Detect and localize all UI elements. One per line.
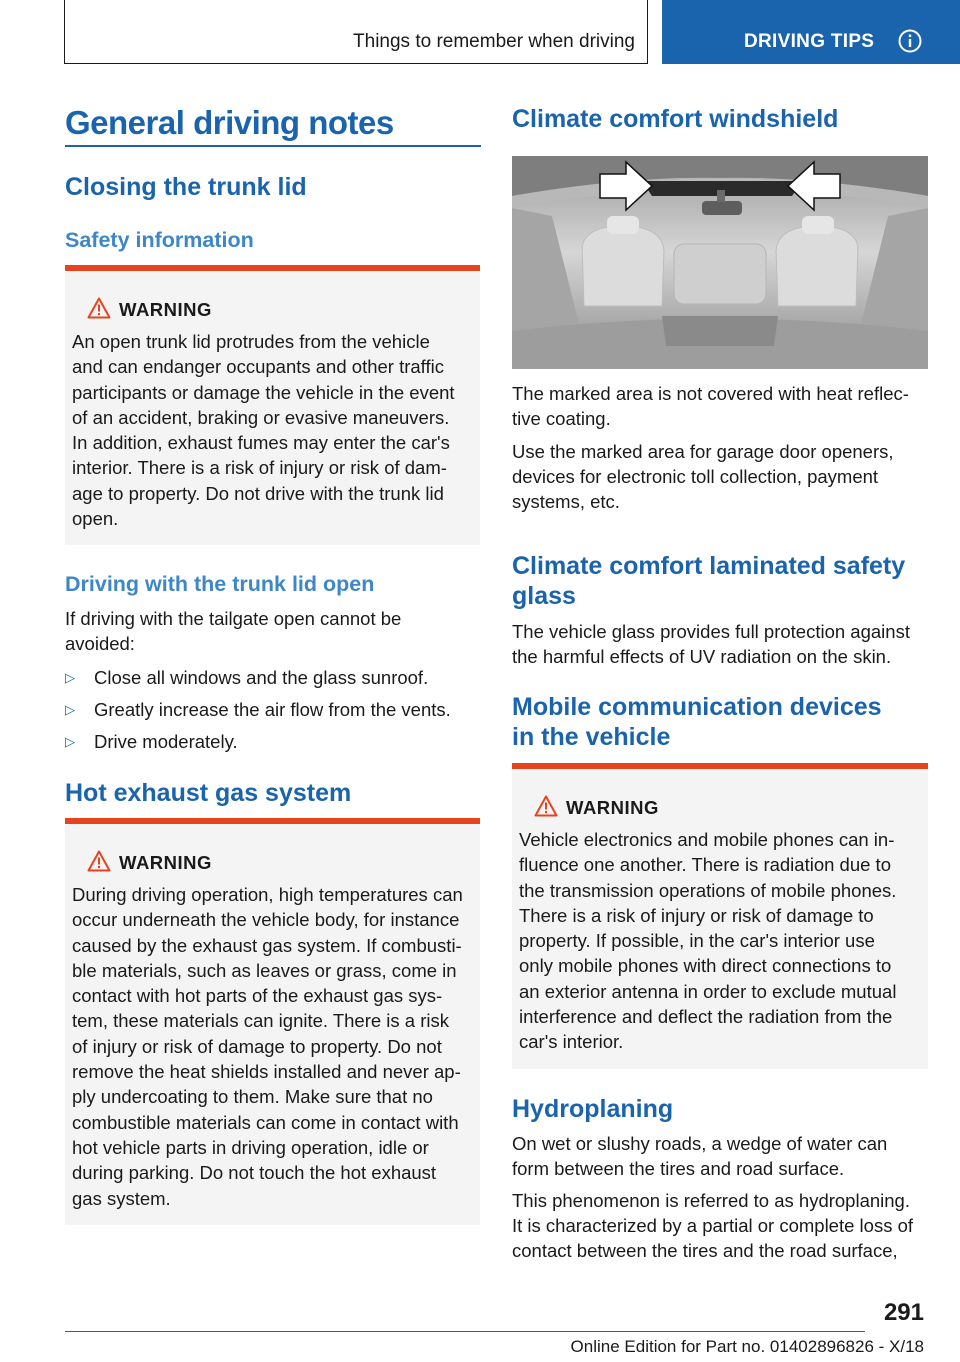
hydroplaning-heading: Hydroplaning	[512, 1095, 674, 1123]
warning-triangle-icon	[87, 297, 111, 319]
windshield-paragraph-2: Use the marked area for garage door openers, devices for electronic toll collection, payment systems, etc.	[512, 441, 894, 512]
header-chapter-tab[interactable]	[662, 0, 960, 64]
exhaust-heading: Hot exhaust gas system	[65, 779, 352, 807]
driving-open-heading: Driving with the trunk lid open	[65, 572, 375, 596]
warning-label: WARNING	[566, 797, 659, 818]
page-number: 291	[883, 1299, 924, 1326]
bullet-triangle-icon: ▷	[65, 734, 75, 749]
warning-text: An open trunk lid protrudes from the vehicle and can endanger occupants and other traffic participants or damage the vehicle in the event of an accident, braking or evasive maneuvers. In addition, exhaust fumes may enter the car's interior. There is a risk of injury or risk of dam- age to property. Do not drive with the trunk lid open.	[72, 331, 455, 530]
warning-text: During driving operation, high temperatures can occur underneath the vehicle body, for instance caused by the exhaust gas system. If combusti- ble materials, such as leaves or grass, come in contact with hot parts of the exhaust gas sys- tem, these materials can ignite. There is a risk of injury or risk of damage to property. Do not remove the heat shields installed and never ap- ply undercoating to them. Make sure that no combustible materials can come in contact with hot vehicle parts in driving operation, idle or during parking. Do not touch the hot exhaust gas system.	[72, 884, 463, 1209]
warning-box-trunk	[65, 265, 480, 545]
windshield-illustration	[512, 156, 928, 369]
header-chapter-label: DRIVING TIPS	[744, 31, 875, 52]
laminated-paragraph: The vehicle glass provides full protection against the harmful effects of UV radiation on the skin.	[512, 621, 910, 667]
title-rule	[65, 145, 481, 147]
driving-open-intro: If driving with the tailgate open cannot be avoided:	[65, 608, 402, 654]
header-section-title: Things to remember when driving	[353, 31, 635, 52]
warning-box-exhaust	[65, 818, 480, 1225]
hydroplaning-paragraph-1: On wet or slushy roads, a wedge of water can form between the tires and road surface.	[512, 1133, 888, 1179]
warning-label: WARNING	[119, 852, 212, 873]
windshield-heading: Climate comfort windshield	[512, 105, 839, 133]
windshield-paragraph-1: The marked area is not covered with heat reflec- tive coating.	[512, 383, 909, 429]
warning-triangle-icon	[534, 795, 558, 817]
page-title: General driving notes	[65, 104, 394, 141]
hydroplaning-paragraph-2: This phenomenon is referred to as hydroplaning. It is characterized by a partial or complete loss of contact between the tires and the road surface,	[512, 1190, 914, 1261]
footer-edition: Online Edition for Part no. 01402896826 - X/18	[570, 1337, 924, 1356]
warning-label: WARNING	[119, 299, 212, 320]
laminated-heading: Climate comfort laminated safety glass	[512, 552, 906, 610]
warning-triangle-icon	[87, 850, 111, 872]
bullet-triangle-icon: ▷	[65, 702, 75, 717]
safety-heading: Safety information	[65, 228, 254, 252]
warning-box-mobile	[512, 763, 928, 1069]
warning-text: Vehicle electronics and mobile phones can in- fluence one another. There is radiation due to the transmission operations of mobile phones. There is a risk of injury or risk of damage to property. If possible, in the car's interior use only mobile phones with direct connections to an exterior antenna in order to exclude mutual interference and deflect the radiation from the car's interior.	[519, 829, 897, 1053]
bullet-triangle-icon: ▷	[65, 670, 75, 685]
info-icon	[898, 29, 922, 53]
mobile-heading: Mobile communication devices in the vehicle	[512, 693, 882, 751]
footer-rule	[65, 1331, 865, 1332]
trunk-heading: Closing the trunk lid	[65, 173, 307, 201]
